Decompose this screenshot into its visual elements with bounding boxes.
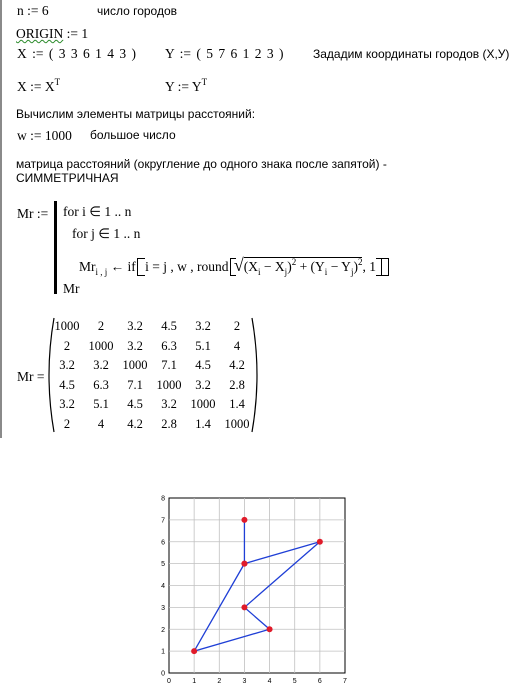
- matrix-cell: 5.1: [195, 338, 211, 353]
- matrix-row: [50, 358, 260, 378]
- transpose-superscript: T: [201, 77, 208, 87]
- matrix-cell: 3.2: [195, 377, 211, 392]
- matrix-cell: 3.2: [127, 319, 143, 333]
- program-for-i[interactable]: for i ∈ 1 .. n: [63, 204, 132, 219]
- y-tick-label: 3: [161, 604, 165, 612]
- matrix-cell: 2.8: [229, 377, 245, 392]
- matrix-cell: 6.3: [93, 377, 109, 392]
- program-lhs[interactable]: Mr :=: [17, 206, 49, 221]
- matrix-cell: 1000: [156, 377, 182, 392]
- city-point: [191, 648, 197, 654]
- assign-if-args: i = j , w , round: [145, 259, 229, 274]
- matrix-description-line1[interactable]: матрица расстояний (округление до одного знака после запятой) -: [16, 157, 387, 171]
- city-point: [317, 539, 323, 545]
- calc-heading[interactable]: Вычислим элементы матрицы расстояний:: [16, 107, 256, 121]
- matrix-cell: 4.5: [127, 397, 143, 411]
- matrix-cell: 2: [97, 319, 105, 333]
- matrix-cell: 2.8: [161, 416, 177, 431]
- matrix-row: [50, 339, 260, 359]
- matrix-row: [50, 417, 260, 437]
- y-tick-label: 1: [161, 648, 165, 656]
- matrix-cell: 4.5: [195, 358, 211, 372]
- worksheet-left-border: [0, 0, 2, 438]
- matrix-row: [50, 378, 260, 398]
- matrix-row: [50, 397, 260, 417]
- assign-if: if: [127, 259, 136, 274]
- y-tick-label: 5: [161, 561, 165, 569]
- x-tick-label: 5: [292, 678, 297, 685]
- city-point: [267, 626, 273, 632]
- x-tick-label: 7: [343, 678, 347, 685]
- program-return[interactable]: Mr: [63, 281, 80, 296]
- matrix-cell: 1000: [88, 338, 114, 353]
- program-for-j[interactable]: for j ∈ 1 .. n: [72, 226, 141, 241]
- matrix-cell: 3.2: [59, 397, 75, 411]
- coordinates-comment[interactable]: Зададим координаты городов (X,У): [313, 47, 510, 61]
- y-tick-label: 8: [161, 495, 165, 503]
- matrix-cell: 3.2: [59, 358, 75, 372]
- city-point: [241, 561, 247, 567]
- x-tick-label: 6: [317, 678, 322, 685]
- matrix-cell: 5.1: [93, 397, 109, 411]
- y-tick-label: 4: [161, 583, 165, 590]
- y-transpose[interactable]: [165, 79, 207, 95]
- city-point: [241, 517, 247, 523]
- n-definition[interactable]: n := 6: [17, 3, 49, 18]
- origin-value: := 1: [63, 26, 89, 41]
- matrix-cell: 3.2: [127, 338, 143, 353]
- program-bar: [54, 201, 57, 294]
- matrix-cell: 7.1: [161, 358, 177, 372]
- matrix-cell: 1000: [122, 358, 148, 372]
- y-tick-label: 2: [161, 626, 165, 634]
- matrix-cell: 2: [63, 338, 71, 353]
- matrix-cell: 1000: [224, 416, 250, 431]
- matrix-cell: 4.5: [59, 377, 75, 392]
- matrix-cell: 2: [233, 319, 241, 333]
- y-tick-label: 0: [161, 670, 165, 678]
- matrix-description-line2[interactable]: СИММЕТРИЧНАЯ: [16, 171, 119, 185]
- x-transpose-expr: X := X: [17, 79, 55, 94]
- matrix-cell: 3.2: [195, 319, 211, 333]
- if-bracket-close: [382, 258, 388, 276]
- matrix-cell: 4.2: [127, 416, 143, 431]
- origin-definition[interactable]: [16, 26, 88, 42]
- assign-arrow: ←: [110, 259, 125, 274]
- matrix-cell: 4.5: [161, 319, 177, 333]
- matrix-row: [50, 319, 260, 339]
- y-coordinates-definition[interactable]: Y := ( 5 7 6 1 2 3 ): [165, 46, 284, 61]
- x-tick-label: 2: [217, 678, 222, 685]
- route-chart[interactable]: [150, 492, 360, 685]
- assign-lhs: Mr: [79, 259, 96, 274]
- n-comment[interactable]: число городов: [97, 4, 178, 18]
- matrix-cell: 4: [233, 338, 241, 353]
- transpose-superscript: T: [54, 77, 61, 87]
- x-coordinates-definition[interactable]: X := ( 3 3 6 1 4 3 ): [17, 46, 136, 61]
- matrix-cell: 2: [63, 416, 71, 431]
- matrix-cell: 1000: [190, 397, 216, 411]
- assign-subscript: i , j: [95, 267, 108, 277]
- route-chart-svg: [150, 492, 360, 685]
- origin-name: ORIGIN: [16, 26, 64, 41]
- y-tick-label: 6: [161, 539, 165, 547]
- x-transpose[interactable]: [17, 79, 60, 95]
- matrix-cell: 6.3: [161, 338, 177, 353]
- y-tick-label: 7: [161, 517, 165, 525]
- w-definition[interactable]: w := 1000: [17, 128, 72, 143]
- sqrt-sign: √: [233, 255, 244, 275]
- x-tick-label: 1: [192, 678, 197, 685]
- matrix-cell: 4.2: [229, 358, 245, 372]
- matrix-cell: 4: [97, 416, 105, 431]
- program-assignment[interactable]: [79, 255, 389, 276]
- result-label[interactable]: Mr =: [17, 369, 45, 384]
- matrix-cell: 1000: [54, 319, 80, 333]
- x-tick-label: 0: [167, 678, 171, 685]
- if-bracket-open: [137, 258, 145, 276]
- matrix-cell: 7.1: [127, 377, 143, 392]
- matrix-cell: 3.2: [161, 397, 177, 411]
- matrix-cell: 1.4: [229, 397, 245, 411]
- matrix-cell: 3.2: [93, 358, 109, 372]
- x-tick-label: 3: [242, 678, 247, 685]
- sqrt-radicand: $(X_i - X_j)^2 + (Y_i - Y_j)^2$: [243, 257, 363, 277]
- w-comment[interactable]: большое число: [90, 128, 176, 142]
- city-point: [241, 604, 247, 610]
- matrix-cell: 1.4: [195, 416, 211, 431]
- round-digits: , 1: [362, 259, 376, 274]
- x-tick-label: 4: [267, 678, 272, 685]
- y-transpose-expr: Y := Y: [165, 79, 202, 94]
